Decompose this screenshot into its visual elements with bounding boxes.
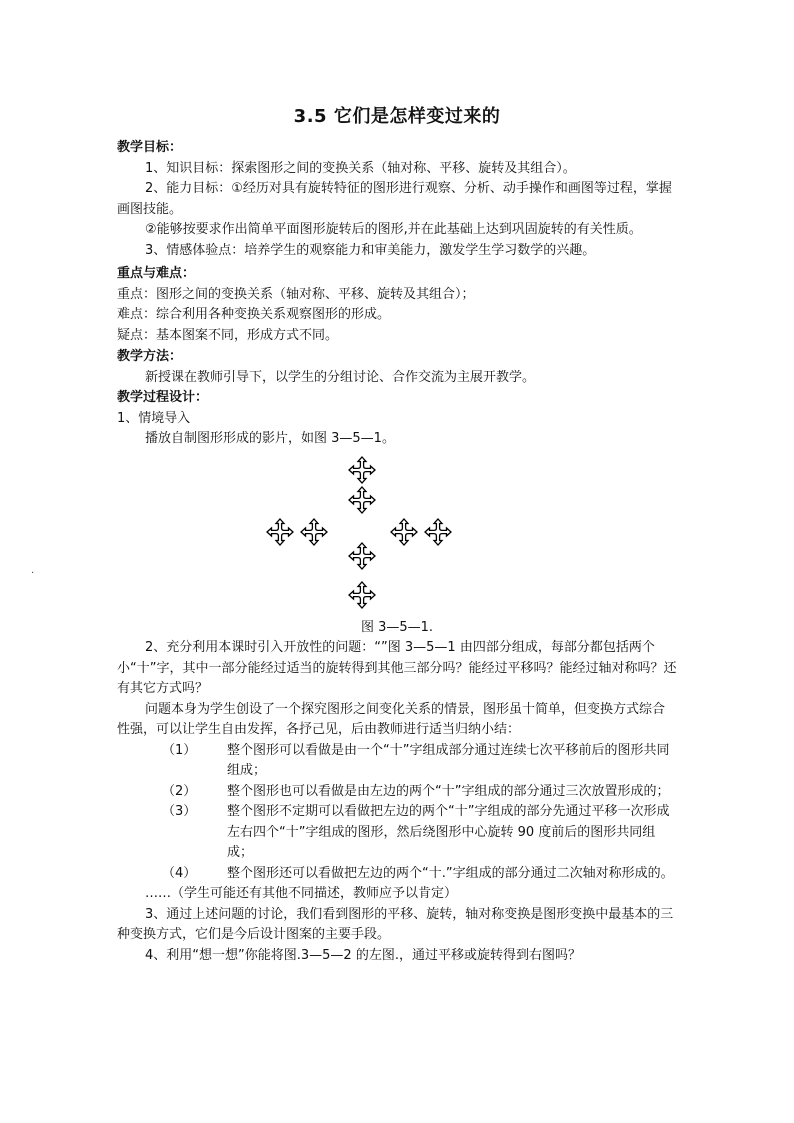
list-text: 整个图形也可以看做是由左边的两个“十”字组成的部分通过三次放置形成的； bbox=[227, 783, 670, 799]
key-points-heading: 重点与难点： bbox=[117, 266, 196, 281]
step3-text: 3、通过上述问题的讨论，我们看到图形的平移、旋转，轴对称变换是图形变换中最基本的三种变换方式，它们是今后设计图案的主要手段。 bbox=[117, 906, 674, 942]
objective-item: ②能够按要求作出简单平面图形旋转后的图形,并在此基础上达到巩固旋转的有关性质。 bbox=[145, 222, 642, 237]
method-text: 新授课在教师引导下，以学生的分组讨论、合作交流为主展开教学。 bbox=[145, 369, 536, 385]
process-section-intro bbox=[117, 388, 677, 450]
note-text: ……（学生可能还有其他不同描述，教师应予以肯定） bbox=[145, 886, 458, 901]
key-point-item: 重点：图形之间的变换关系（轴对称、平移、旋转及其组合）； bbox=[117, 286, 475, 302]
method-heading: 教学方法： bbox=[117, 349, 183, 364]
list-number: （3） bbox=[162, 804, 197, 819]
cross-shape-icon bbox=[300, 518, 328, 546]
process-heading: 教学过程设计： bbox=[117, 390, 209, 405]
cross-shape-icon bbox=[348, 486, 376, 514]
list-text: 整个图形可以看做是由一个“十”字组成部分通过连续七次平移前后的图形共同组成； bbox=[227, 742, 670, 778]
list-number: （4） bbox=[162, 865, 197, 881]
method-section bbox=[117, 347, 677, 388]
key-point-item: 疑点：基本图案不同，形成方式不同。 bbox=[117, 327, 339, 343]
step1-text: 播放自制图形形成的影片，如图 3—5—1。 bbox=[145, 431, 395, 446]
objectives-section bbox=[117, 138, 677, 261]
stray-dot: . bbox=[31, 565, 35, 576]
list-number: （1） bbox=[162, 742, 197, 758]
figure-3-5-1 bbox=[117, 452, 677, 637]
cross-shape-icon bbox=[348, 542, 376, 570]
list-text: 整个图形还可以看做把左边的两个“十.”字组成的部分通过二次轴对称形成的。 bbox=[227, 865, 674, 881]
list-item bbox=[117, 864, 677, 885]
cross-shape-icon bbox=[266, 518, 294, 546]
list-item bbox=[117, 741, 677, 782]
step2-text: 2、充分利用本课时引入开放性的问题：“”图 3—5—1 由四部分组成，每部分都包括两个小“十”字，其中一部分能经过适当的旋转得到其他三部分吗？能经过平移吗？能经过轴对称吗？还有其它方式吗？ bbox=[117, 640, 677, 696]
cross-shape-icon bbox=[348, 456, 376, 484]
list-text: 整个图形不定期可以看做把左边的两个“十”字组成的部分先通过平移一次形成左右四个“十”字组成的图形，然后绕图形中心旋转 90 度前后的图形共同组成； bbox=[227, 804, 670, 860]
step4-text: 4、利用“想一想”你能将图.3—5—2 的左图.，通过平移或旋转得到右图吗？ bbox=[145, 947, 581, 963]
key-points-section bbox=[117, 264, 677, 346]
figure-caption: 图 3—5—1. bbox=[360, 620, 434, 635]
page-title: 3.5 它们是怎样变过来的 bbox=[293, 106, 501, 127]
discussion-text: 问题本身为学生创设了一个探究图形之间变化关系的情景，图形虽十简单，但变换方式综合性强，可以让学生自由发挥，各抒己见，后由教师进行适当归纳小结： bbox=[117, 701, 666, 737]
cross-shape-icon bbox=[424, 518, 452, 546]
objectives-heading: 教学目标： bbox=[117, 140, 183, 155]
step1-label: 1、情境导入 bbox=[117, 410, 191, 426]
list-item bbox=[117, 782, 677, 803]
list-item bbox=[117, 802, 677, 864]
list-number: （2） bbox=[162, 783, 197, 799]
key-point-item: 难点：综合利用各种变换关系观察图形的形成。 bbox=[117, 307, 391, 322]
objective-item: 1、知识目标：探索图形之间的变换关系（轴对称、平移、旋转及其组合）。 bbox=[145, 160, 576, 176]
process-section-discussion bbox=[117, 638, 677, 966]
objective-item: 2、能力目标：①经历对具有旋转特征的图形进行观察、分析、动手操作和画图等过程，掌握画图技能。 bbox=[117, 181, 672, 217]
cross-shape-icon bbox=[390, 518, 418, 546]
cross-shape-icon bbox=[348, 581, 376, 609]
objective-item: 3、情感体验点：培养学生的观察能力和审美能力，激发学生学习数学的兴趣。 bbox=[145, 242, 596, 258]
